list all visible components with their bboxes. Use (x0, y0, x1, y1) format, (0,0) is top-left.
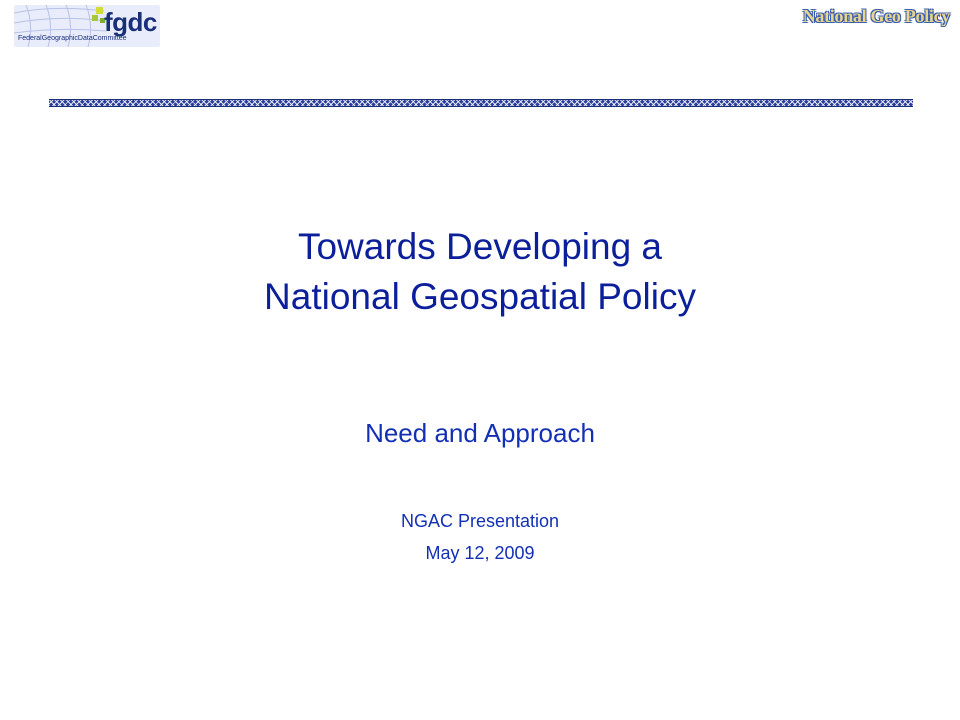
slide-subtitle: Need and Approach (365, 418, 595, 448)
presentation-info (0, 505, 960, 569)
national-geo-policy-label: National Geo Policy (802, 6, 950, 26)
logo-subtext: FederalGeographicDataCommittee (18, 35, 127, 42)
event-date: May 12, 2009 (425, 543, 535, 563)
decorative-divider (49, 99, 913, 107)
slide-title (0, 222, 960, 322)
event-name: NGAC Presentation (400, 511, 560, 531)
slide-title-line-2: National Geospatial Policy (264, 276, 696, 317)
slide-title-line-1: Towards Developing a (297, 226, 663, 267)
fgdc-logo (14, 5, 160, 47)
logo-wordmark: fgdc (104, 7, 157, 37)
